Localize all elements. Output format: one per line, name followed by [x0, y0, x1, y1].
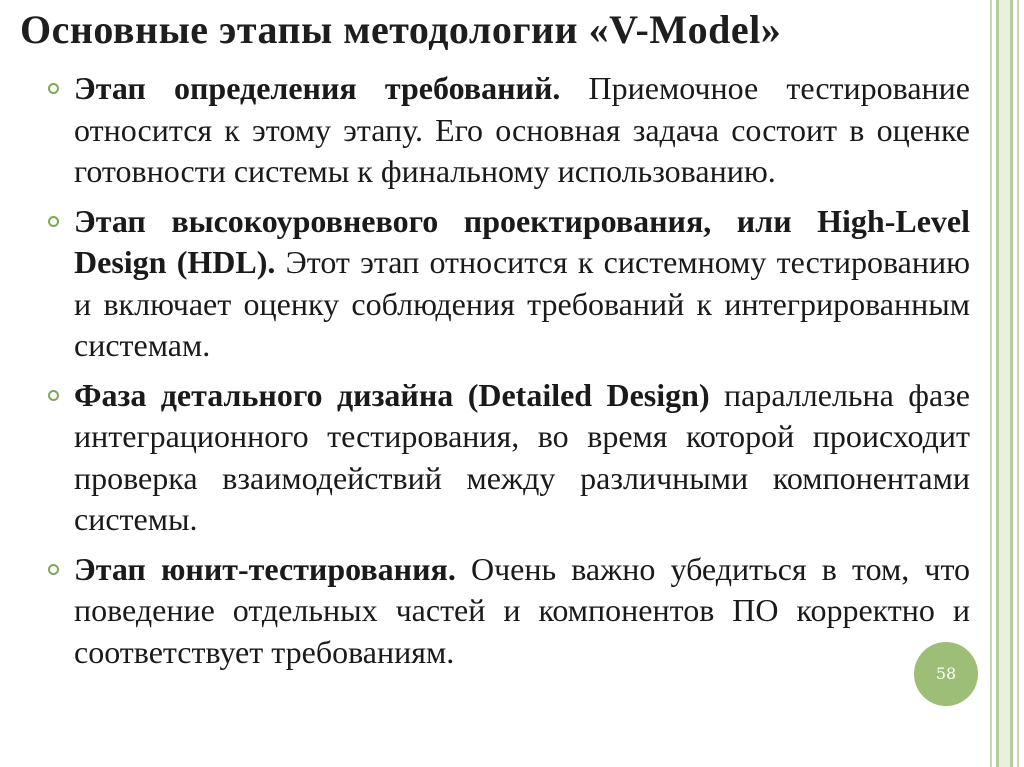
- bullet-circle-icon: [48, 564, 59, 575]
- item-text: параллельна фазе интеграционного тестирования, во время которой происходит проверка взаимодействий между различными компонентами системы.: [74, 376, 971, 537]
- item-text: Этот этап относится к системному тестированию и включает оценку соблюдения требований к интегрированным системам.: [74, 244, 971, 363]
- bullet-circle-icon: [48, 390, 59, 401]
- list-item: [40, 68, 970, 193]
- page-number-badge: 58: [914, 642, 978, 706]
- bullet-circle-icon: [48, 216, 59, 227]
- item-text: Приемочное тестирование относится к этому этапу. Его основная задача состоит в оценке готовности системы к финальному использованию.: [74, 70, 970, 189]
- slide-title: Основные этапы методологии «V-Model»: [20, 7, 782, 52]
- item-lead: Этап определения требований.: [74, 70, 561, 106]
- item-text: Очень важно убедиться в том, что поведение отдельных частей и компонентов ПО корректно и соответствует требованиям.: [74, 550, 970, 670]
- list-item: [40, 201, 970, 367]
- list-item: [40, 549, 970, 674]
- decorative-border: [984, 0, 1024, 767]
- item-lead: Этап юнит-тестирования.: [74, 550, 456, 587]
- item-lead: Фаза детального дизайна (Detailed Design): [74, 376, 710, 413]
- item-lead: Этап высокоуровневого проектирования, или High-Level Design (HDL).: [74, 202, 970, 280]
- bullet-list: [40, 68, 970, 681]
- bullet-circle-icon: [48, 83, 59, 94]
- list-item: [40, 375, 970, 541]
